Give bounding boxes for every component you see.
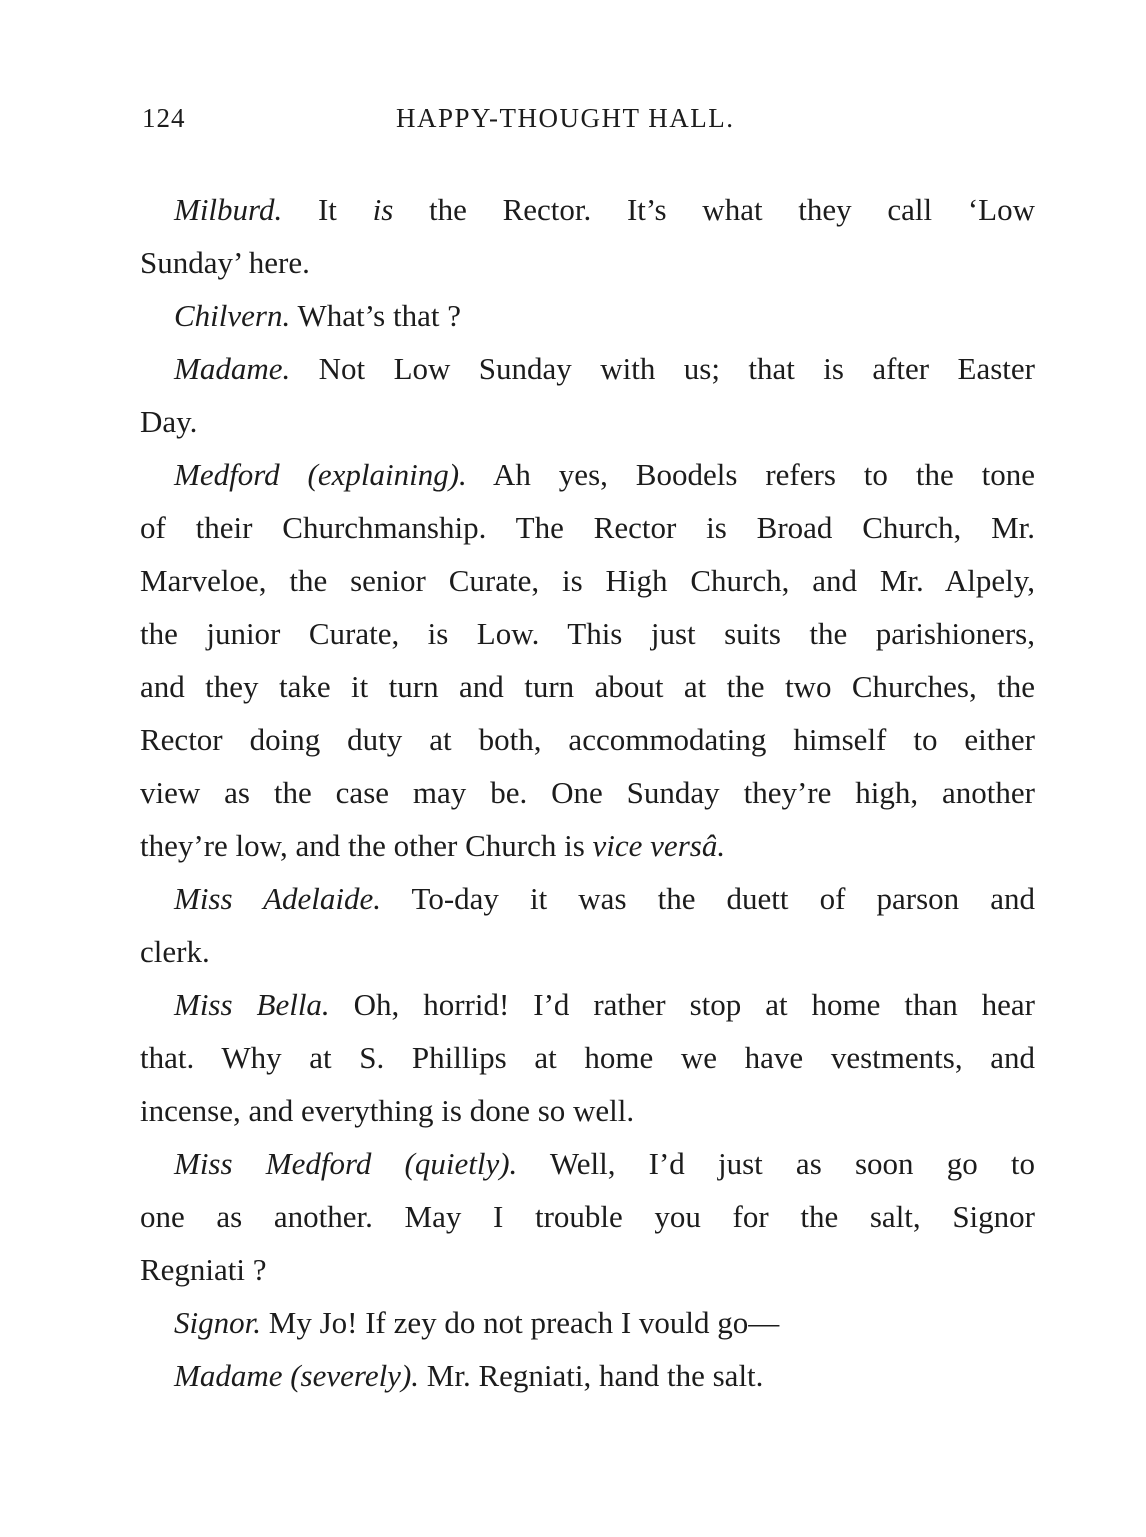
line-text: of their Churchmanship. The Rector is Broad Church, Mr. xyxy=(140,510,1035,545)
line-text: What’s that ? xyxy=(290,298,461,333)
text-line xyxy=(174,296,1035,336)
line-text: view as the case may be. One Sunday they’re high, another xyxy=(140,775,1035,810)
line-text: incense, and everything is done so well. xyxy=(140,1093,635,1128)
speaker-name: Madame. xyxy=(174,351,291,386)
page-number: 124 xyxy=(142,103,186,133)
text-line xyxy=(140,508,1035,548)
line-text: Regniati ? xyxy=(140,1252,267,1287)
speaker-name: Signor. xyxy=(174,1305,261,1340)
line-text: Day. xyxy=(140,404,198,439)
line-text: Sunday’ here. xyxy=(140,245,310,280)
text-line xyxy=(174,1303,1035,1343)
line-text: one as another. May I trouble you for the salt, Signor xyxy=(140,1199,1035,1234)
speaker-name: Medford xyxy=(174,457,280,492)
text-line xyxy=(140,773,1035,813)
line-text: To-day it was the duett of parson and xyxy=(381,881,1035,916)
line-text: Marveloe, the senior Curate, is High Church, and Mr. Alpely, xyxy=(140,563,1035,598)
text-line xyxy=(174,1356,1035,1396)
stage-direction: (quietly). xyxy=(404,1146,518,1181)
text-line xyxy=(140,243,1035,283)
text-line xyxy=(140,402,1035,442)
line-text: Well, I’d just as soon go to xyxy=(517,1146,1035,1181)
speaker-name: Milburd. xyxy=(174,192,283,227)
line-text: It xyxy=(282,192,373,227)
emphasis: is xyxy=(372,192,394,227)
speaker-name: Miss Medford xyxy=(174,1146,372,1181)
line-text: Oh, horrid! I’d rather stop at home than hear xyxy=(329,987,1035,1022)
text-line xyxy=(140,826,1035,866)
text-line xyxy=(140,1250,1035,1290)
text-line xyxy=(140,190,1035,230)
line-text: Ah yes, Boodels refers to the tone xyxy=(466,457,1035,492)
text-line xyxy=(140,667,1035,707)
running-title: HAPPY-THOUGHT HALL. xyxy=(396,103,735,133)
text-line xyxy=(140,1144,1035,1184)
text-line xyxy=(140,614,1035,654)
line-text: My Jo! If zey do not preach I vould go— xyxy=(261,1305,780,1340)
text-line xyxy=(140,1038,1035,1078)
line-text: Rector doing duty at both, accommodating himself to either xyxy=(140,722,1035,757)
speaker-name: Chilvern. xyxy=(174,298,291,333)
text-line xyxy=(140,720,1035,760)
speaker-name: Madame xyxy=(174,1358,283,1393)
text-line xyxy=(140,349,1035,389)
page-header xyxy=(140,103,1035,143)
line-text: Mr. Regniati, hand the salt. xyxy=(419,1358,764,1393)
stage-direction: (severely). xyxy=(290,1358,420,1393)
line-text: the junior Curate, is Low. This just suits the parishioners, xyxy=(140,616,1035,651)
line-text: clerk. xyxy=(140,934,210,969)
text-line xyxy=(140,455,1035,495)
stage-direction: (explaining). xyxy=(307,457,467,492)
emphasis: vice versâ. xyxy=(592,828,726,863)
text-line xyxy=(140,985,1035,1025)
line-text: they’re low, and the other Church is xyxy=(140,828,593,863)
speaker-name: Miss Adelaide. xyxy=(174,881,382,916)
speaker-name: Miss Bella. xyxy=(174,987,330,1022)
text-line xyxy=(140,1197,1035,1237)
text-line xyxy=(140,932,1035,972)
text-line xyxy=(140,1091,1035,1131)
line-text: Not Low Sunday with us; that is after Easter xyxy=(290,351,1035,386)
text-line xyxy=(140,561,1035,601)
line-text: that. Why at S. Phillips at home we have vestments, and xyxy=(140,1040,1035,1075)
line-text: and they take it turn and turn about at the two Churches, the xyxy=(140,669,1035,704)
text-line xyxy=(140,879,1035,919)
line-text: the Rector. It’s what they call ‘Low xyxy=(393,192,1035,227)
